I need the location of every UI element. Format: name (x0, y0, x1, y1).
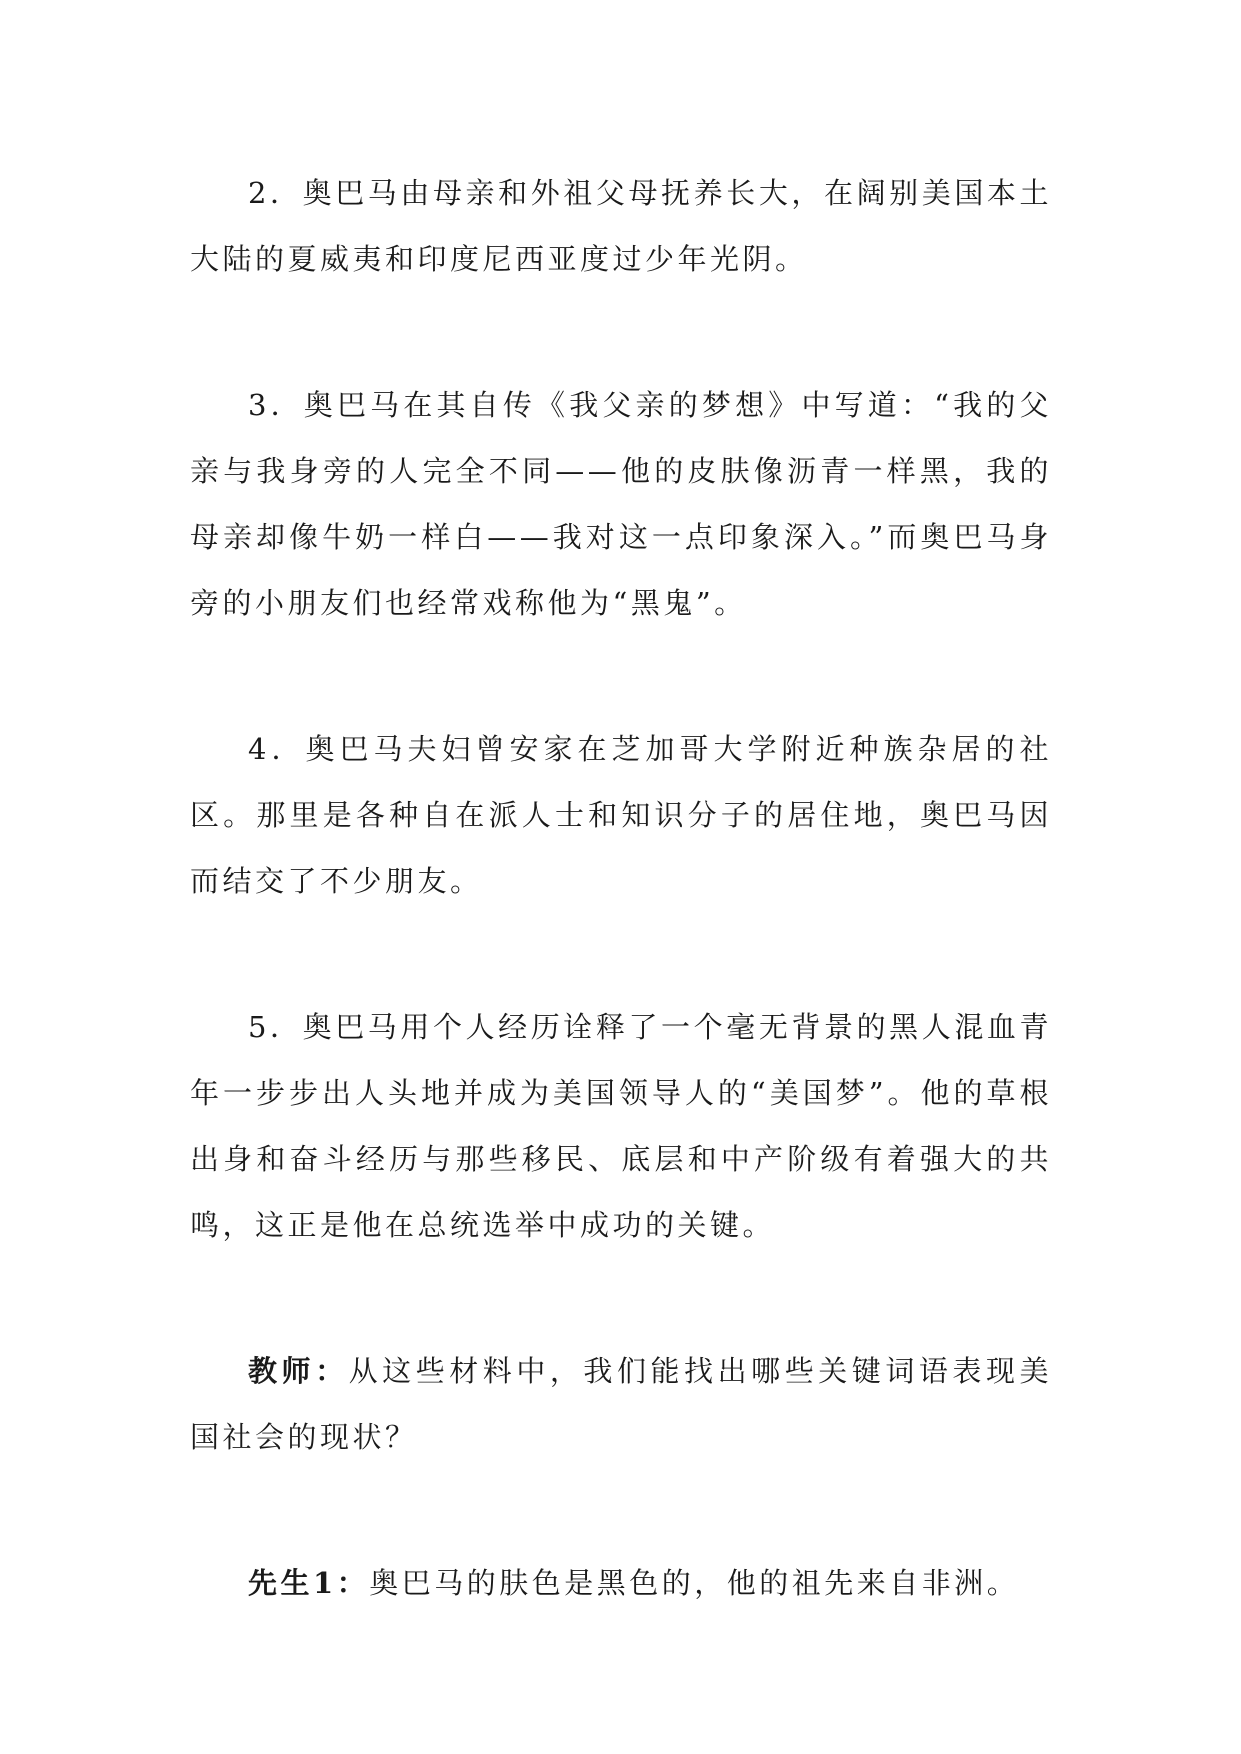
paragraph-material-2: 2．奥巴马由母亲和外祖父母抚养长大，在阔别美国本土大陆的夏威夷和印度尼西亚度过少年光阴。 (190, 176, 1052, 276)
paragraph-gap (190, 292, 1052, 372)
paragraph-gap (190, 636, 1052, 716)
dialogue-text-teacher: 从这些材料中，我们能找出哪些关键词语表现美国社会的现状？ (190, 1354, 1052, 1454)
speaker-label-student-1: 先生1： (248, 1566, 370, 1600)
document-body (190, 160, 1052, 1616)
paragraph-material-4: 4．奥巴马夫妇曾安家在芝加哥大学附近种族杂居的社区。那里是各种自在派人士和知识分子的居住地，奥巴马因而结交了不少朋友。 (190, 732, 1052, 898)
paragraph-gap (190, 1258, 1052, 1338)
dialogue-teacher (190, 1338, 1052, 1470)
speaker-label-teacher: 教师： (248, 1354, 349, 1388)
paragraph-gap (190, 914, 1052, 994)
paragraph-material-3: 3．奥巴马在其自传《我父亲的梦想》中写道：“我的父亲与我身旁的人完全不同——他的皮肤像沥青一样黑，我的母亲却像牛奶一样白——我对这一点印象深入。”而奥巴马身旁的小朋友们也经常戏称他为“黑鬼”。 (190, 388, 1052, 620)
dialogue-student-1 (190, 1550, 1052, 1616)
dialogue-text-student-1: 奥巴马的肤色是黑色的，他的祖先来自非洲。 (369, 1566, 1020, 1600)
paragraph-gap (190, 1470, 1052, 1550)
paragraph-material-5: 5．奥巴马用个人经历诠释了一个毫无背景的黑人混血青年一步步出人头地并成为美国领导人的“美国梦”。他的草根出身和奋斗经历与那些移民、底层和中产阶级有着强大的共鸣，这正是他在总统选举中成功的关键。 (190, 1010, 1052, 1242)
